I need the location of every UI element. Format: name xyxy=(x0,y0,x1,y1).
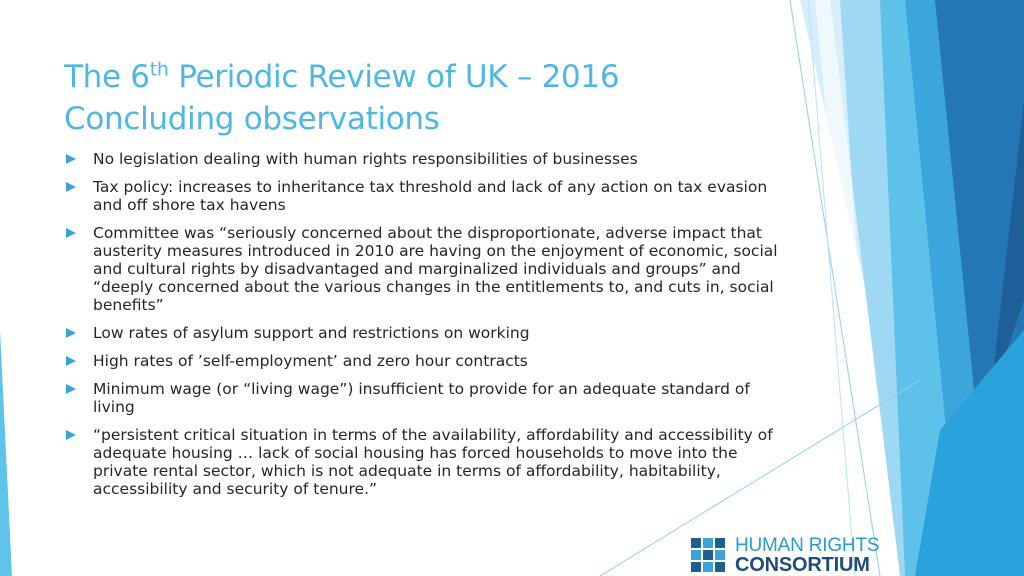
triangle-right-icon xyxy=(66,356,76,366)
bullet-item xyxy=(64,380,784,416)
title-superscript: th xyxy=(149,58,169,81)
bullet-text: Low rates of asylum support and restrictions on working xyxy=(93,324,530,342)
triangle-right-icon xyxy=(66,154,76,164)
bullet-text: High rates of ’self-employment’ and zero hour contracts xyxy=(93,352,528,370)
logo-text-bottom: CONSORTIUM xyxy=(735,554,870,576)
title-line-2: Concluding observations xyxy=(64,101,440,137)
bullet-text: “persistent critical situation in terms of the availability, affordability and accessibility of adequate housing … lack of social housing has forced households to move into the private rental sector, which is not adequate in terms of affordability, habitability, accessibility and security of tenure.” xyxy=(93,426,773,498)
title-text-pre: The 6 xyxy=(64,59,150,95)
triangle-right-icon xyxy=(66,182,76,192)
slide-title xyxy=(64,56,764,140)
left-edge-shape xyxy=(0,330,12,576)
triangle-right-icon xyxy=(66,228,76,238)
triangle-right-icon xyxy=(66,430,76,440)
bullet-text: Committee was “seriously concerned about the disproportionate, adverse impact that austerity measures introduced in 2010 are having on the enjoyment of economic, social and cultural rights by disadvantaged and marginalized individuals and groups” and “deeply concerned about the various changes in the entitlements to, and cuts in, social benefits” xyxy=(93,224,778,314)
human-rights-consortium-logo xyxy=(691,536,901,576)
bullet-item xyxy=(64,178,784,214)
bullet-text: Minimum wage (or “living wage”) insufficient to provide for an adequate standard of living xyxy=(93,380,750,416)
logo-grid-icon xyxy=(691,538,725,572)
bullet-text: No legislation dealing with human rights responsibilities of businesses xyxy=(93,150,638,168)
triangle-right-icon xyxy=(66,328,76,338)
triangle-right-icon xyxy=(66,384,76,394)
logo-text-top: HUMAN RIGHTS xyxy=(735,535,880,556)
bullet-item xyxy=(64,150,784,168)
bullet-text: Tax policy: increases to inheritance tax threshold and lack of any action on tax evasion and off shore tax havens xyxy=(93,178,768,214)
bullet-item xyxy=(64,352,784,370)
bullet-item xyxy=(64,324,784,342)
title-text-post: Periodic Review of UK – 2016 xyxy=(168,59,620,95)
bullet-item xyxy=(64,426,784,498)
bullet-item xyxy=(64,224,784,314)
bullet-list xyxy=(64,150,784,508)
title-line-1 xyxy=(64,56,764,98)
